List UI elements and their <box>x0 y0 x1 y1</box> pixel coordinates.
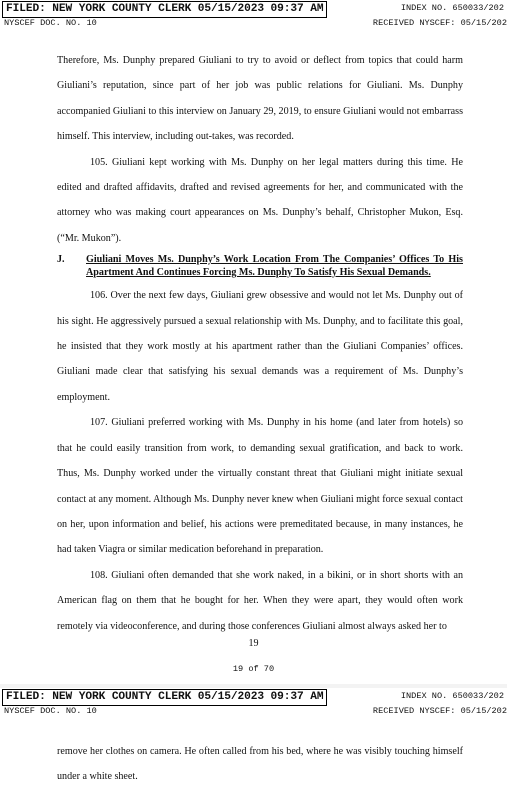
paragraph-105: 105. Giuliani kept working with Ms. Dunphy on her legal matters during this time. He edited and drafted affidavits, drafted and revised agreements for her, and communicated with the attorney who was making court appearances on Ms. Dunphy’s behalf, Christopher Mukon, Esq. (“Mr. Mukon”). <box>57 156 463 244</box>
section-title: Giuliani Moves Ms. Dunphy’s Work Location From The Companies’ Offices To His Apartment And Continues Forcing Ms. Dunphy To Satisfy His Sexual Demands. <box>86 254 463 278</box>
document-page-20 <box>0 688 507 799</box>
index-number: INDEX NO. 650033/202 <box>400 3 504 13</box>
page-of-total: 19 of 70 <box>232 664 275 674</box>
section-heading <box>57 254 463 279</box>
doc-number: NYSCEF DOC. NO. 10 <box>4 18 97 28</box>
doc-number: NYSCEF DOC. NO. 10 <box>4 706 97 716</box>
filed-stamp: FILED: NEW YORK COUNTY CLERK 05/15/2023 09:37 AM <box>2 1 327 18</box>
paragraph-107: 107. Giuliani preferred working with Ms. Dunphy in his home (and later from hotels) so that he could easily transition from work, to demanding sexual gratification, and back to work. Thus, Ms. Dunphy worked under the virtually constant threat that Giuliani might initiate sexual contact at any moment. Although Ms. Dunphy never knew when Giuliani might force sexual contact on her, upon information and belief, his actions were premeditated because, in many instances, he had taken Viagra or similar medication beforehand in preparation. <box>57 417 463 556</box>
page-body <box>57 48 463 639</box>
paragraph-106: 106. Over the next few days, Giuliani grew obsessive and would not let Ms. Dunphy out of his sight. He aggressively pursued a sexual relationship with Ms. Dunphy, and to facilitate this goal, he insisted that they work mostly at his apartment rather than the Giuliani Companies’ offices. Giuliani made clear that satisfying his sexual demands was a requirement of Ms. Dunphy’s employment. <box>57 290 463 403</box>
filed-stamp: FILED: NEW YORK COUNTY CLERK 05/15/2023 09:37 AM <box>2 689 327 706</box>
received-date: RECEIVED NYSCEF: 05/15/202 <box>372 706 507 716</box>
received-date: RECEIVED NYSCEF: 05/15/202 <box>372 18 507 28</box>
paragraph-108: 108. Giuliani often demanded that she work naked, in a bikini, or in short shorts with an American flag on them that he bought for her. When they were apart, they would often work remotely via videoconference, and during those conferences Giuliani almost always asked her to <box>57 569 463 632</box>
section-letter: J. <box>57 254 65 266</box>
paragraph-continued: Therefore, Ms. Dunphy prepared Giuliani to try to avoid or deflect from topics that could harm Giuliani’s reputation, since part of her job was public relations for Giuliani. Ms. Dunphy accompanied Giuliani to this interview on January 29, 2019, to ensure Giuliani would not embarrass himself. This interview, including out-takes, was recorded. <box>57 55 463 143</box>
paragraph-continued: remove her clothes on camera. He often called from his bed, where he was visibly touching himself under a white sheet. <box>57 746 463 783</box>
index-number: INDEX NO. 650033/202 <box>400 691 504 701</box>
page-body <box>57 739 463 790</box>
page-number: 19 <box>248 638 259 649</box>
